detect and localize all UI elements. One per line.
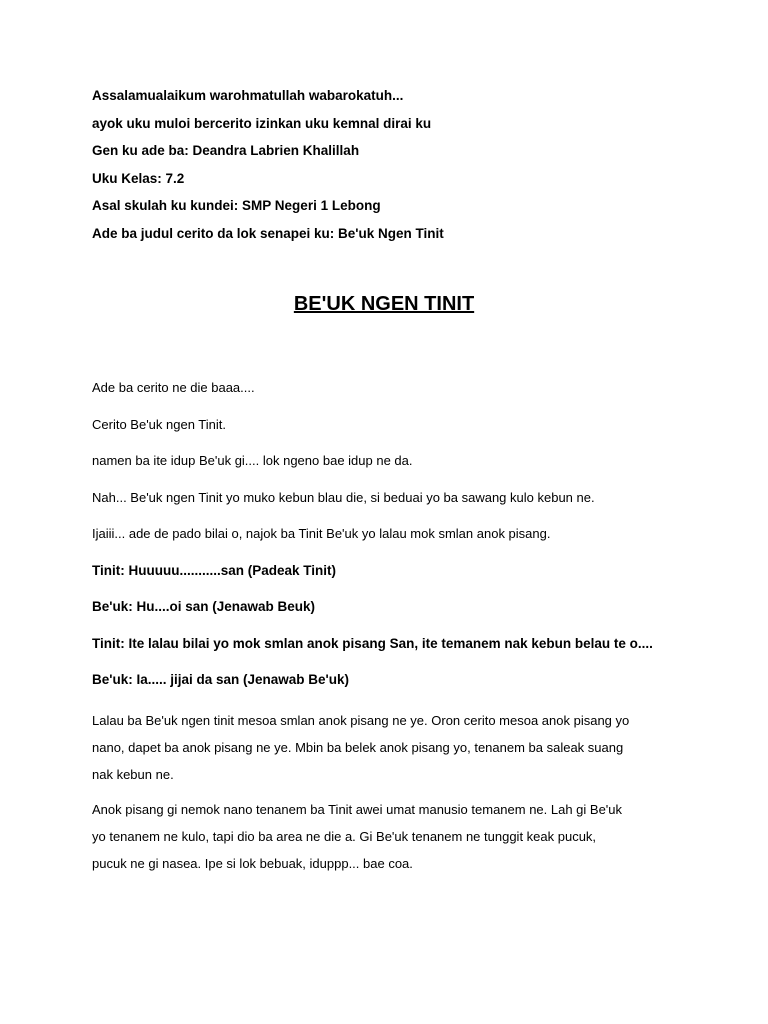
dialog-line-beuk: Be'uk: Ia..... jijai da san (Jenawab Be'uk) (92, 672, 350, 687)
name-line: Gen ku ade ba: Deandra Labrien Khalillah (92, 143, 360, 159)
paragraph-line: Lalau ba Be'uk ngen tinit mesoa smlan anok pisang ne ye. Oron cerito mesoa anok pisang yo (92, 712, 630, 728)
intro-block (92, 86, 682, 252)
paragraph-line: Anok pisang gi nemok nano tenanem ba Tinit awei umat manusio temanem ne. Lah gi Be'uk (92, 801, 623, 817)
dialog-line-beuk: Be'uk: Hu....oi san (Jenawab Beuk) (92, 599, 316, 614)
paragraph-line: nak kebun ne. (92, 766, 174, 782)
story-title-line: Ade ba judul cerito da lok senapei ku: Be'uk Ngen Tinit (92, 225, 444, 241)
paragraph-line: nano, dapet ba anok pisang ne ye. Mbin ba belek anok pisang yo, tenanem ba saleak suang (92, 739, 624, 755)
dialog-line-tinit: Tinit: Huuuuu...........san (Padeak Tinit) (92, 562, 337, 578)
story-paragraph: Nah... Be'uk ngen Tinit yo muko kebun blau die, si beduai yo ba sawang kulo kebun ne. (92, 489, 595, 505)
story-paragraph: Cerito Be'uk ngen Tinit. (92, 416, 226, 432)
class-line: Uku Kelas: 7.2 (92, 170, 185, 186)
greeting-line: Assalamualaikum warohmatullah wabarokatuh... (92, 88, 404, 103)
story-title: BE'UK NGEN TINIT (293, 293, 475, 315)
school-line: Asal skulah ku kundei: SMP Negeri 1 Lebong (92, 198, 381, 214)
story-paragraph: Ijaiii... ade de pado bilai o, najok ba Tinit Be'uk yo lalau mok smlan anok pisang. (92, 526, 551, 541)
story-body (92, 378, 682, 885)
paragraph-line: pucuk ne gi nasea. Ipe si lok bebuak, iduppp... bae coa. (92, 855, 413, 871)
story-paragraph (92, 707, 682, 788)
story-paragraph: Ade ba cerito ne die baaa.... (92, 380, 255, 395)
story-paragraph (92, 796, 682, 877)
story-paragraph: namen ba ite idup Be'uk gi.... lok ngeno bae idup ne da. (92, 453, 413, 468)
paragraph-line: yo tenanem ne kulo, tapi dio ba area ne die a. Gi Be'uk tenanem ne tunggit keak pucuk, (92, 828, 597, 844)
dialog-line-tinit: Tinit: Ite lalau bilai yo mok smlan anok pisang San, ite temanem nak kebun belau te o.... (92, 635, 653, 651)
introduction-line: ayok uku muloi bercerito izinkan uku kemnal dirai ku (92, 115, 432, 131)
